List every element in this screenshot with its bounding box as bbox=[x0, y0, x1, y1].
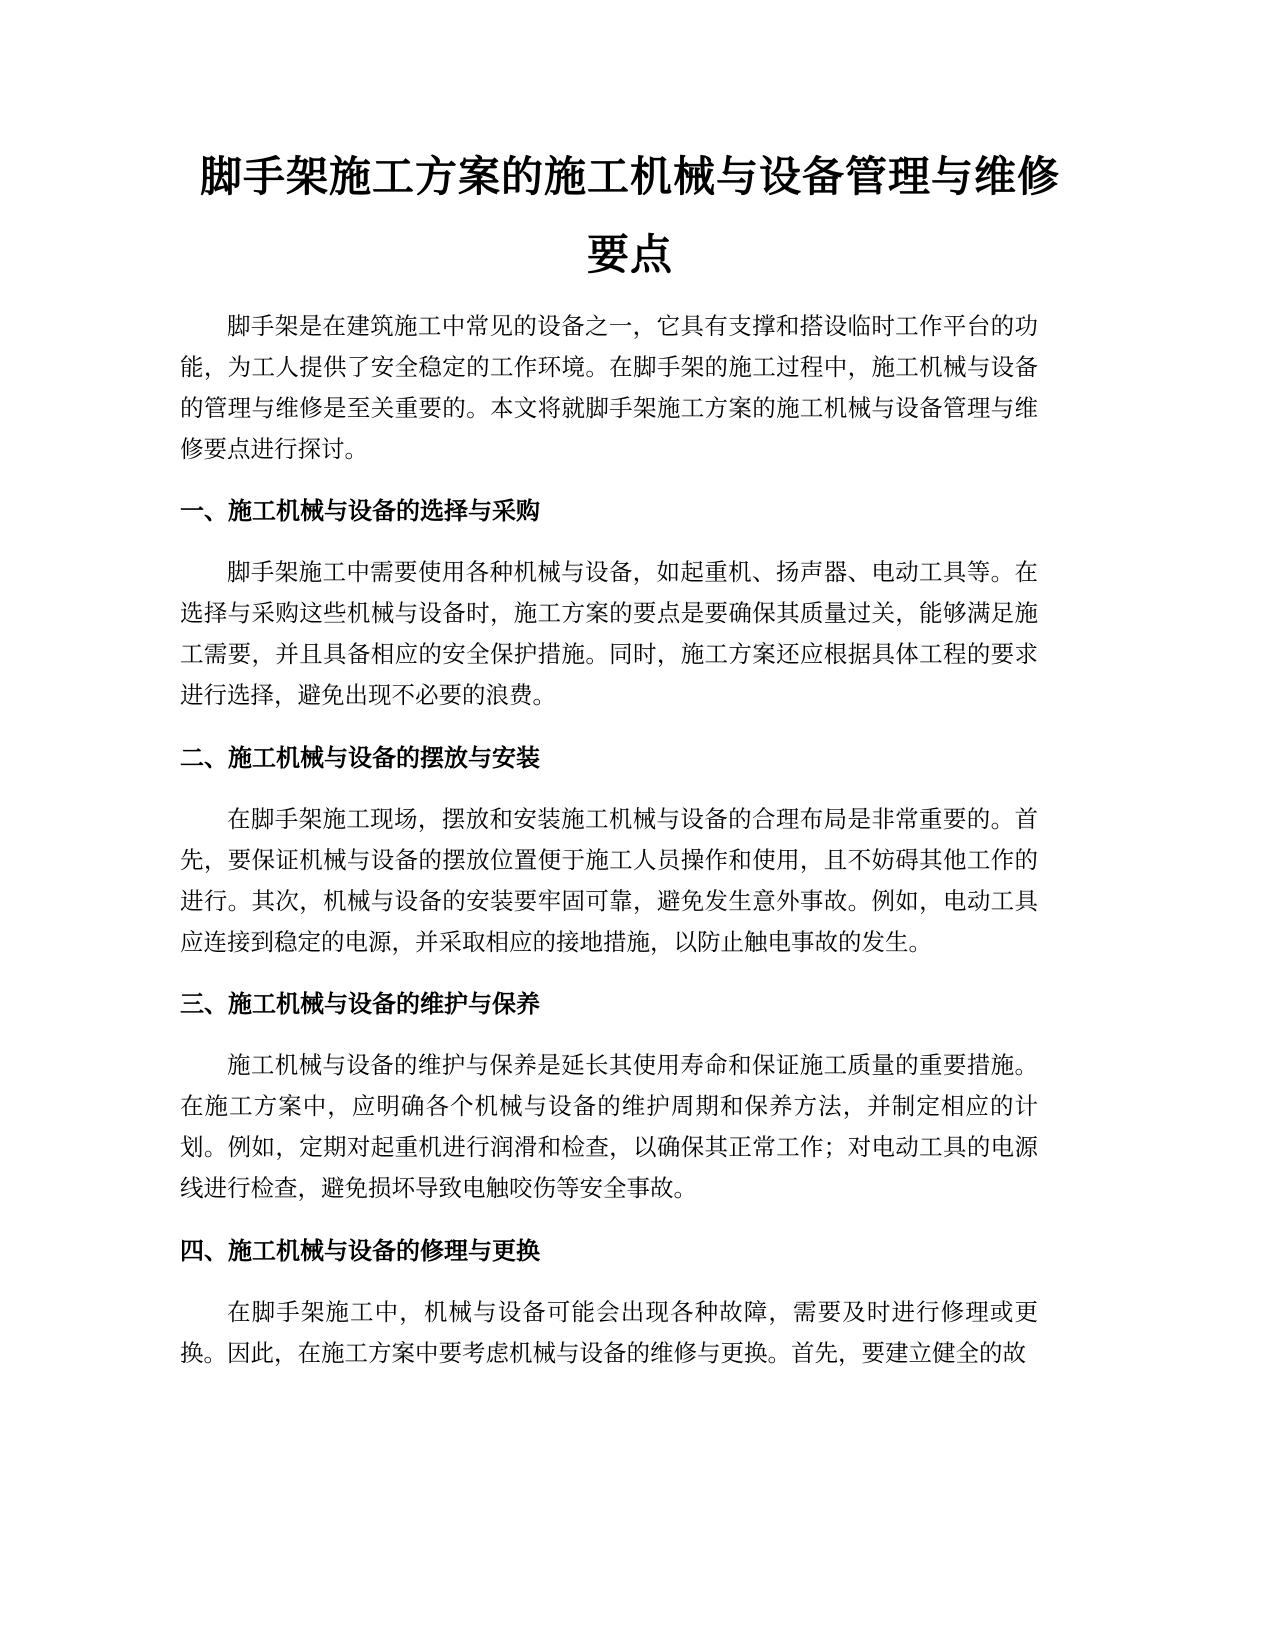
section-4-paragraph: 在脚手架施工中，机械与设备可能会出现各种故障，需要及时进行修理或更换。因此，在施工方案中要考虑机械与设备的维修与更换。首先，要建立健全的故 bbox=[180, 1298, 1038, 1367]
section-1-paragraph: 脚手架施工中需要使用各种机械与设备，如起重机、扬声器、电动工具等。在选择与采购这些机械与设备时，施工方案的要点是要确保其质量过关，能够满足施工需要，并且具备相应的安全保护措施。同时，施工方案还应根据具体工程的要求进行选择，避免出现不必要的浪费。 bbox=[180, 558, 1038, 709]
intro-paragraph: 脚手架是在建筑施工中常见的设备之一，它具有支撑和搭设临时工作平台的功能，为工人提供了安全稳定的工作环境。在脚手架的施工过程中，施工机械与设备的管理与维修是至关重要的。本文将就脚手架施工方案的施工机械与设备管理与维修要点进行探讨。 bbox=[180, 312, 1038, 463]
document-title: 脚手架施工方案的施工机械与设备管理与维修要点 bbox=[199, 152, 1060, 279]
section-2-heading: 二、施工机械与设备的摆放与安装 bbox=[180, 744, 540, 772]
section-4-heading: 四、施工机械与设备的修理与更换 bbox=[180, 1237, 540, 1265]
section-1-heading: 一、施工机械与设备的选择与采购 bbox=[180, 497, 540, 525]
section-3-paragraph: 施工机械与设备的维护与保养是延长其使用寿命和保证施工质量的重要措施。在施工方案中，应明确各个机械与设备的维护周期和保养方法，并制定相应的计划。例如，定期对起重机进行润滑和检查，以确保其正常工作；对电动工具的电源线进行检查，避免损坏导致电触咬伤等安全事故。 bbox=[180, 1051, 1038, 1202]
section-3-heading: 三、施工机械与设备的维护与保养 bbox=[180, 990, 540, 1018]
section-2-paragraph: 在脚手架施工现场，摆放和安装施工机械与设备的合理布局是非常重要的。首先，要保证机械与设备的摆放位置便于施工人员操作和使用，且不妨碍其他工作的进行。其次，机械与设备的安装要牢固可靠，避免发生意外事故。例如，电动工具应连接到稳定的电源，并采取相应的接地措施，以防止触电事故的发生。 bbox=[180, 805, 1038, 956]
